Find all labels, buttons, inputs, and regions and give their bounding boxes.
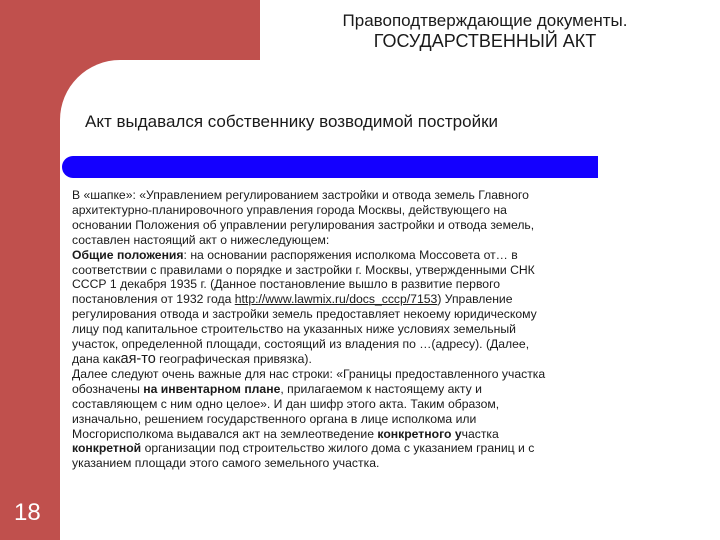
blue-divider-bar: [62, 156, 598, 178]
paragraph-general-a: : на основании распоряжения исполкома Моссовета от… в соответствии с правилами о порядке и застройки г. Москвы, утвержденными СНК СССР 1 декабря 1935 г. (Данное постановление вышло в развитие первого постановления от 1932 года: [72, 247, 535, 307]
body-text: [72, 188, 672, 471]
lawmix-link[interactable]: http://www.lawmix.ru/docs_cccp/7153: [234, 292, 438, 307]
paragraph-general-b: ) Управление регулирования отвода и застройки земель предоставляет некоему юридическому лицу под капитальное строительство на указанных ниже условиях земельный участок, определенной площади, состоящий из владения по …(адресу). (Далее, дана как: [72, 292, 537, 366]
paragraph-important-a: Далее следуют очень важные для нас строки: «Границы предоставленного участка обозначены: [72, 366, 546, 396]
specific-plot-bold: конкретного у: [377, 426, 462, 441]
general-provisions-heading: Общие положения: [72, 247, 184, 262]
paragraph-important-c: частка: [461, 426, 499, 441]
paragraph-header: В «шапке»: «Управлением регулированием застройки и отвода земель Главного архитектурно-планировочного управления города Москвы, действующего на основании Положения об управлении регулирования застройки и отвода земель, составлен настоящий акт о нижеследующем:: [72, 188, 535, 247]
slide-title-line2: ГОСУДАРСТВЕННЫЙ АКТ: [373, 31, 597, 51]
paragraph-important-d: организации под строительство жилого дома с указанием границ и с указанием площади этого самого земельного участка.: [72, 441, 535, 471]
accent-corner-curve: [60, 60, 120, 120]
paragraph-general-c: географическая привязка).: [155, 351, 312, 366]
paragraph-important-b: , прилагаемом к настоящему акту и составляющем с ним одно целое». И дан шифр этого акта. Таким образом, изначально, решением государственного органа в лице исполкома или Мосгорисполкома выдавался акт на землеотведение: [72, 381, 500, 441]
top-accent-band: [60, 0, 260, 60]
left-accent-band: [0, 0, 60, 540]
inventory-plan-bold: на инвентарном плане: [143, 381, 281, 396]
slide-title: [265, 10, 705, 52]
slide-number: 18: [14, 499, 41, 526]
specific-org-bold: конкретной: [72, 441, 142, 456]
slide-title-line1: Правоподтверждающие документы.: [342, 11, 628, 30]
emphasized-word: ая-то: [120, 350, 156, 367]
slide-subtitle: Акт выдавался собственнику возводимой постройки: [85, 112, 499, 131]
